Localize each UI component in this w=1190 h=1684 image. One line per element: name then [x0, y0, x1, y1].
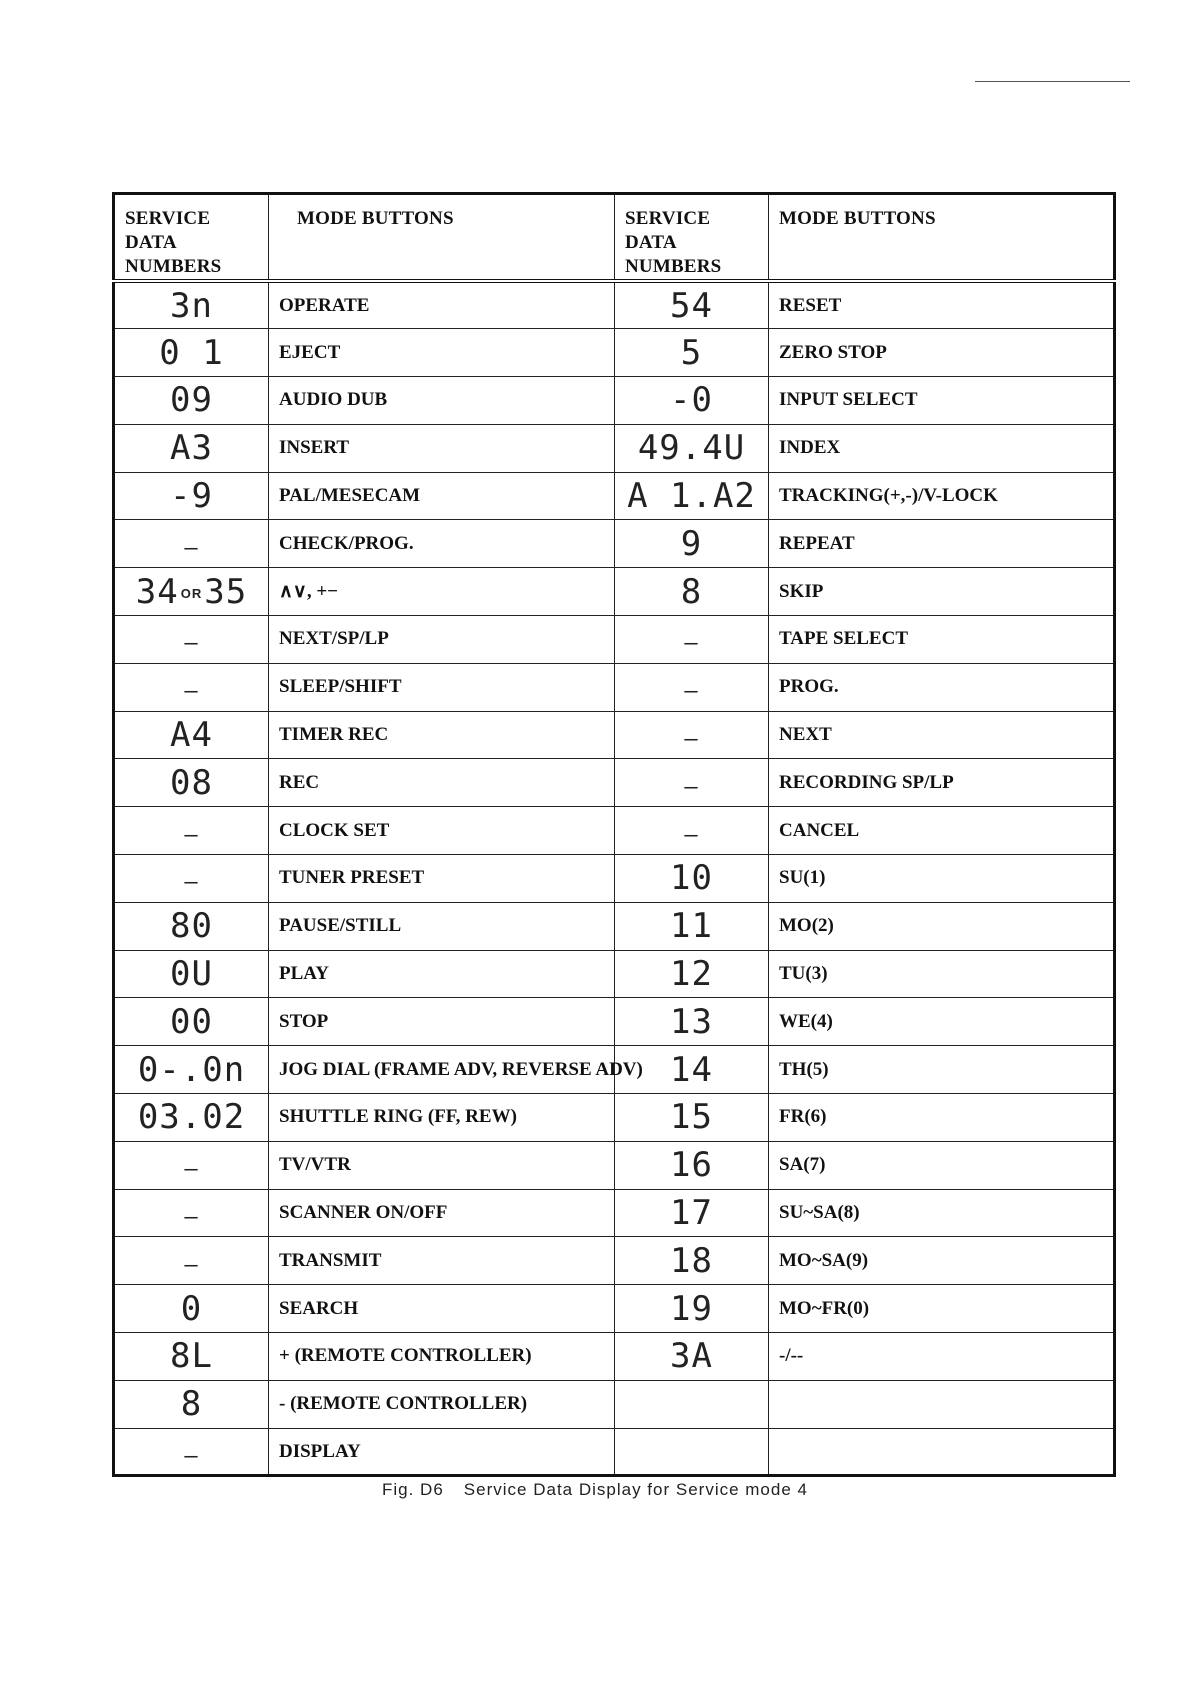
mode-button-left	[269, 520, 615, 568]
service-data-value: 18	[670, 1240, 713, 1281]
mode-button-label: DISPLAY	[279, 1440, 361, 1462]
service-data-value: —	[184, 822, 199, 848]
service-data-value: A4	[170, 715, 213, 756]
mode-button-label: SCANNER ON/OFF	[279, 1202, 448, 1224]
service-data-number-left	[114, 424, 269, 472]
service-data-number-left	[114, 1141, 269, 1189]
service-data-number-left	[114, 1189, 269, 1237]
mode-button-label: AUDIO DUB	[279, 389, 388, 411]
table-row	[114, 568, 1115, 616]
mode-button-label: SA(7)	[779, 1154, 826, 1176]
service-data-value: -9	[170, 476, 213, 517]
mode-button-left	[269, 1141, 615, 1189]
mode-button-left	[269, 472, 615, 520]
service-data-number-right	[615, 711, 769, 759]
service-data-number-left	[114, 568, 269, 616]
mode-button-right	[769, 520, 1115, 568]
service-data-number-left	[114, 281, 269, 329]
mode-button-left	[269, 616, 615, 664]
mode-button-right	[769, 568, 1115, 616]
mode-button-left	[269, 1046, 643, 1094]
service-data-value: 11	[670, 906, 713, 947]
mode-button-label: SLEEP/SHIFT	[279, 676, 402, 698]
mode-button-label: TRANSMIT	[279, 1249, 382, 1271]
service-data-value: 16	[670, 1145, 713, 1186]
table-row	[114, 998, 1115, 1046]
top-rule	[975, 81, 1130, 82]
service-data-number-right	[615, 377, 769, 425]
mode-button-right	[769, 1046, 1115, 1094]
service-data-value: 3A	[670, 1336, 713, 1377]
mode-button-left	[269, 281, 615, 329]
service-data-value-alt: 35	[204, 571, 248, 612]
service-data-number-right	[615, 855, 769, 903]
service-data-value: 19	[670, 1288, 713, 1329]
table-row	[114, 902, 1115, 950]
mode-button-label: REPEAT	[779, 532, 855, 554]
service-data-value: 12	[670, 954, 713, 995]
service-data-number-right	[615, 1094, 769, 1142]
mode-button-right	[769, 807, 1115, 855]
service-data-number-left	[114, 663, 269, 711]
mode-button-right	[769, 998, 1115, 1046]
mode-button-right	[769, 711, 1115, 759]
mode-button-label: EJECT	[279, 341, 341, 363]
service-data-value: —	[184, 679, 199, 705]
table-row	[114, 807, 1115, 855]
table-row	[114, 1141, 1115, 1189]
figure-number: Fig. D6	[382, 1480, 444, 1499]
mode-button-left	[269, 1285, 615, 1333]
table-row	[114, 711, 1115, 759]
mode-button-label: WE(4)	[779, 1010, 833, 1032]
service-data-value: —	[684, 727, 699, 753]
mode-button-label: OPERATE	[279, 294, 370, 316]
service-data-number-right	[615, 568, 769, 616]
mode-button-label: ∧∨, +−	[279, 581, 338, 603]
table-row	[114, 520, 1115, 568]
mode-button-right	[769, 1428, 1115, 1476]
service-data-value: 00	[170, 1001, 213, 1042]
mode-button-label: SU~SA(8)	[779, 1202, 860, 1224]
service-data-value: 9	[680, 523, 703, 564]
mode-button-label: ZERO STOP	[779, 341, 887, 363]
mode-button-left	[269, 1237, 615, 1285]
service-data-number-right	[615, 998, 769, 1046]
mode-button-label: PROG.	[779, 676, 839, 698]
table-row	[114, 377, 1115, 425]
service-data-value: A 1.A2	[627, 476, 756, 517]
service-data-value: 3n	[170, 285, 213, 326]
service-data-value: 49.4U	[637, 428, 746, 469]
table-row	[114, 1428, 1115, 1476]
mode-button-right	[769, 1189, 1115, 1237]
mode-button-label: TRACKING(+,-)/V-LOCK	[779, 485, 998, 507]
service-data-value: 15	[670, 1097, 713, 1138]
service-data-number-left	[114, 1046, 269, 1094]
service-data-number-right	[615, 807, 769, 855]
service-data-value: —	[184, 535, 199, 561]
mode-button-label: NEXT/SP/LP	[279, 628, 389, 650]
service-data-number-left	[114, 1333, 269, 1381]
mode-button-label: TAPE SELECT	[779, 628, 908, 650]
mode-button-label: PAUSE/STILL	[279, 915, 402, 937]
mode-button-right	[769, 759, 1115, 807]
service-data-value: —	[184, 1443, 199, 1469]
service-data-number-right	[615, 424, 769, 472]
mode-button-right	[769, 1285, 1115, 1333]
table-row	[114, 950, 1115, 998]
mode-button-label: INPUT SELECT	[779, 389, 918, 411]
table-header-row	[114, 194, 1115, 282]
table-body	[114, 281, 1115, 1476]
table-row	[114, 472, 1115, 520]
mode-button-left	[269, 759, 615, 807]
table-row	[114, 1237, 1115, 1285]
header-label: SERVICE DATA NUMBERS	[125, 208, 222, 277]
service-data-value: 0 1	[159, 332, 224, 373]
service-data-value: —	[184, 1205, 199, 1231]
mode-button-label: SHUTTLE RING (FF, REW)	[279, 1106, 517, 1128]
mode-button-right	[769, 1094, 1115, 1142]
or-label: OR	[180, 585, 203, 601]
service-data-number-right	[615, 329, 769, 377]
table-row	[114, 329, 1115, 377]
service-data-number-left	[114, 1285, 269, 1333]
service-data-number-right	[615, 281, 769, 329]
mode-button-left	[269, 902, 615, 950]
mode-button-right	[769, 472, 1115, 520]
mode-button-right	[769, 663, 1115, 711]
mode-button-right	[769, 281, 1115, 329]
service-data-value: 34	[135, 571, 179, 612]
mode-button-left	[269, 377, 615, 425]
service-data-number-left	[114, 950, 269, 998]
service-data-value: 09	[170, 380, 213, 421]
mode-button-label: TIMER REC	[279, 724, 389, 746]
mode-button-left	[269, 998, 615, 1046]
service-data-value: —	[184, 1157, 199, 1183]
table-row	[114, 1046, 1115, 1094]
mode-button-right	[769, 329, 1115, 377]
service-data-value: —	[184, 631, 199, 657]
service-data-number-right	[615, 1380, 769, 1428]
mode-button-label: STOP	[279, 1010, 329, 1032]
table-row	[114, 1380, 1115, 1428]
mode-button-left	[269, 424, 615, 472]
mode-button-left	[269, 855, 615, 903]
header-mode-buttons-right	[769, 194, 1115, 282]
service-data-value: A3	[170, 428, 213, 469]
mode-button-label: PAL/MESECAM	[279, 485, 421, 507]
header-label: SERVICE DATA NUMBERS	[625, 208, 722, 277]
service-data-value: 8	[180, 1384, 203, 1425]
service-data-value: —	[184, 870, 199, 896]
header-service-data-numbers-right	[615, 194, 769, 282]
header-service-data-numbers-left	[114, 194, 269, 282]
service-data-value: 8L	[170, 1336, 213, 1377]
mode-button-label: REC	[279, 771, 320, 793]
mode-button-left	[269, 1333, 615, 1381]
service-data-value: 14	[670, 1049, 713, 1090]
mode-button-left	[269, 711, 615, 759]
service-data-number-left	[114, 902, 269, 950]
mode-button-left	[269, 663, 615, 711]
mode-button-right	[769, 1237, 1115, 1285]
mode-button-label: FR(6)	[779, 1106, 827, 1128]
mode-button-label: MO(2)	[779, 915, 834, 937]
mode-button-right	[769, 902, 1115, 950]
mode-button-label: -/--	[779, 1345, 804, 1367]
service-data-number-left	[114, 855, 269, 903]
service-data-value: —	[684, 679, 699, 705]
mode-button-left	[269, 1380, 615, 1428]
mode-button-label: RESET	[779, 294, 842, 316]
service-data-number-right	[615, 950, 769, 998]
mode-button-left	[269, 950, 615, 998]
mode-button-right	[769, 1141, 1115, 1189]
service-data-number-left	[114, 1380, 269, 1428]
service-data-number-right	[615, 1237, 769, 1285]
header-mode-buttons-left	[269, 194, 615, 282]
mode-button-label: TUNER PRESET	[279, 867, 425, 889]
table-row	[114, 759, 1115, 807]
service-data-number-left	[114, 377, 269, 425]
figure-title: Service Data Display for Service mode 4	[463, 1480, 808, 1499]
mode-button-label: MO~FR(0)	[779, 1297, 870, 1319]
service-data-number-left	[114, 329, 269, 377]
service-data-number-left	[114, 1428, 269, 1476]
mode-button-left	[269, 1094, 615, 1142]
mode-button-right	[769, 1333, 1115, 1381]
table-row	[114, 1189, 1115, 1237]
mode-button-label: + (REMOTE CONTROLLER)	[279, 1345, 532, 1367]
mode-button-right	[769, 616, 1115, 664]
mode-button-label: SKIP	[779, 580, 824, 602]
service-data-value: -0	[670, 380, 713, 421]
service-data-number-right	[615, 1333, 769, 1381]
service-data-number-right	[615, 902, 769, 950]
mode-button-label: MO~SA(9)	[779, 1249, 869, 1271]
table-row	[114, 281, 1115, 329]
mode-button-label: NEXT	[779, 724, 832, 746]
mode-button-label: RECORDING SP/LP	[779, 771, 954, 793]
mode-button-label: CANCEL	[779, 819, 860, 841]
mode-button-label: SU(1)	[779, 867, 826, 889]
mode-button-label: JOG DIAL (FRAME ADV, REVERSE ADV)	[279, 1058, 643, 1080]
mode-button-label: PLAY	[279, 963, 329, 985]
service-data-value: 54	[670, 285, 713, 326]
mode-button-label: CLOCK SET	[279, 819, 390, 841]
header-label: MODE BUTTONS	[779, 208, 936, 229]
service-data-number-left	[114, 1094, 269, 1142]
service-data-value: —	[684, 631, 699, 657]
service-data-number-right	[615, 759, 769, 807]
service-data-value: 03.02	[137, 1097, 246, 1138]
table-row	[114, 1285, 1115, 1333]
table-row	[114, 424, 1115, 472]
mode-button-label: - (REMOTE CONTROLLER)	[279, 1393, 528, 1415]
mode-button-right	[769, 377, 1115, 425]
table-row	[114, 663, 1115, 711]
service-data-value: 10	[670, 858, 713, 899]
service-data-value: 08	[170, 762, 213, 803]
service-data-value: 5	[680, 332, 703, 373]
mode-button-label: CHECK/PROG.	[279, 532, 414, 554]
service-data-number-right	[615, 1141, 769, 1189]
mode-button-label: TU(3)	[779, 963, 828, 985]
service-data-value: 17	[670, 1193, 713, 1234]
table-row	[114, 1094, 1115, 1142]
mode-button-label: TH(5)	[779, 1058, 829, 1080]
mode-button-label: INSERT	[279, 437, 350, 459]
mode-button-right	[769, 855, 1115, 903]
service-data-number-right	[615, 1189, 769, 1237]
service-data-number-right	[615, 1428, 769, 1476]
table-row	[114, 855, 1115, 903]
service-data-number-right	[615, 663, 769, 711]
service-data-number-right	[615, 472, 769, 520]
service-data-number-left	[114, 711, 269, 759]
table-row	[114, 1333, 1115, 1381]
service-data-number-left	[114, 998, 269, 1046]
mode-button-label: INDEX	[779, 437, 841, 459]
header-label: MODE BUTTONS	[297, 208, 454, 229]
table-row	[114, 616, 1115, 664]
service-data-value: 80	[170, 906, 213, 947]
mode-button-left	[269, 568, 615, 616]
mode-button-left	[269, 1189, 615, 1237]
service-data-value: 13	[670, 1001, 713, 1042]
service-data-value: 0	[180, 1288, 203, 1329]
service-data-number-right	[615, 520, 769, 568]
service-data-value: —	[684, 822, 699, 848]
mode-button-left	[269, 1428, 615, 1476]
mode-button-label: TV/VTR	[279, 1154, 351, 1176]
mode-button-right	[769, 424, 1115, 472]
mode-button-label: SEARCH	[279, 1297, 359, 1319]
service-data-value: —	[684, 774, 699, 800]
service-data-value: 8	[680, 571, 703, 612]
service-data-table	[112, 192, 1116, 1477]
mode-button-right	[769, 1380, 1115, 1428]
service-data-number-right	[615, 616, 769, 664]
mode-button-left	[269, 329, 615, 377]
service-data-number-left	[114, 472, 269, 520]
service-data-number-left	[114, 520, 269, 568]
service-data-number-left	[114, 1237, 269, 1285]
service-data-value: 0U	[170, 954, 213, 995]
service-data-number-right	[615, 1285, 769, 1333]
service-data-number-left	[114, 616, 269, 664]
mode-button-left	[269, 807, 615, 855]
figure-caption	[0, 1480, 1190, 1500]
service-data-number-left	[114, 759, 269, 807]
service-data-value: —	[184, 1252, 199, 1278]
service-data-value: 0-.0n	[137, 1049, 246, 1090]
mode-button-right	[769, 950, 1115, 998]
service-data-number-left	[114, 807, 269, 855]
